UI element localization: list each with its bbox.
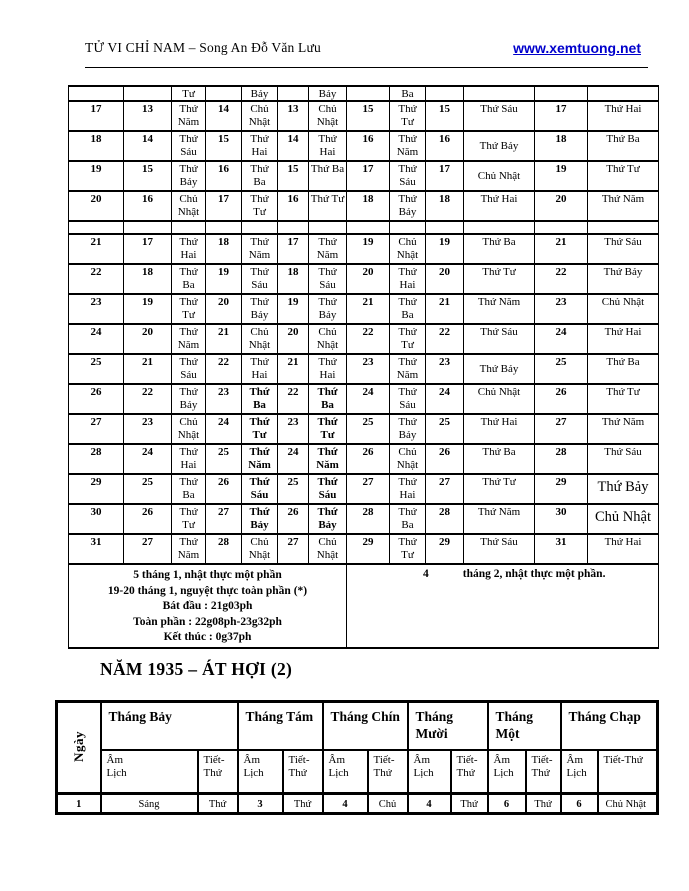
calendar-cell [278,86,309,101]
calendar-cell: Thứ Hai [242,354,278,384]
calendar-cell: 17 [347,161,390,191]
calendar-row [69,161,659,191]
calendar-cell [278,221,309,234]
calendar-cell: Tư [172,86,206,101]
calendar-cell: Chủ Nhật [390,444,426,474]
calendar-cell: Thứ Bảy [309,294,347,324]
calendar-cell: Thứ Hai [464,414,535,444]
calendar-cell: Thứ Hai [390,474,426,504]
value-cell: 3 [238,794,283,814]
calendar-cell: Thứ Tư [464,264,535,294]
calendar-cell: 25 [347,414,390,444]
calendar-row [69,474,659,504]
calendar-spacer-row [69,221,659,234]
value-cell: 4 [323,794,368,814]
calendar-cell: Thứ Năm [464,294,535,324]
calendar-cell: 27 [535,414,588,444]
calendar-cell: Thứ Ba [309,161,347,191]
calendar-cell: 14 [206,101,242,131]
calendar-cell: Thứ Sáu [464,101,535,131]
eclipse-notes-left [69,564,347,648]
subheader-cell: Âm Lịch [408,750,451,794]
calendar-cell: 25 [69,354,124,384]
calendar-cell: Thứ Bảy [464,131,535,161]
calendar-cell: 22 [278,384,309,414]
month-header-row [57,702,658,750]
calendar-cell: Thứ Sáu [309,264,347,294]
calendar-cell [390,221,426,234]
calendar-cell: 24 [347,384,390,414]
month-header: Tháng Chín [323,702,408,750]
calendar-cell: Thứ Hai [588,101,659,131]
calendar-row [69,234,659,264]
calendar-cell [464,86,535,101]
calendar-cell: Chủ Nhật [588,294,659,324]
calendar-cell: 21 [278,354,309,384]
calendar-cell: 27 [206,504,242,534]
calendar-cell: 26 [69,384,124,414]
calendar-cell: Thứ Sáu [242,264,278,294]
calendar-cell: 23 [124,414,172,444]
calendar-cell: Thứ Bảy [390,414,426,444]
calendar-cell: 30 [69,504,124,534]
calendar-cell [426,86,464,101]
calendar-cell: 25 [278,474,309,504]
calendar-cell: 15 [206,131,242,161]
subheader-cell: Tiết-Thứ [526,750,561,794]
calendar-cell: Thứ Bảy [242,504,278,534]
calendar-cell: Thứ Năm [588,191,659,221]
calendar-notes-row [69,564,659,648]
eclipse-note-text: tháng 2, nhật thực một phần. [462,568,606,580]
calendar-cell: Thứ Ba [242,384,278,414]
calendar-cell [309,221,347,234]
calendar-cell: Thứ Ba [309,384,347,414]
calendar-cell: Thứ Năm [242,234,278,264]
calendar-cell [588,86,659,101]
calendar-cell: Chủ Nhật [242,101,278,131]
value-cell: 6 [561,794,598,814]
calendar-cell: Thứ Hai [309,354,347,384]
subheader-cell: Âm Lịch [238,750,283,794]
calendar-cell: Bảy [242,86,278,101]
calendar-cell: Thứ Hai [309,131,347,161]
calendar-cell: 22 [124,384,172,414]
calendar-cell: 20 [535,191,588,221]
calendar-cell: 18 [206,234,242,264]
calendar-cell: 20 [278,324,309,354]
calendar-cell: 27 [69,414,124,444]
calendar-cell: Thứ Hai [588,534,659,564]
calendar-row [69,131,659,161]
calendar-cell: Thứ Tư [172,504,206,534]
calendar-cell: 26 [347,444,390,474]
calendar-cell: 28 [535,444,588,474]
calendar-cell: 27 [347,474,390,504]
subheader-row [57,750,658,794]
calendar-cell: Thứ Năm [390,131,426,161]
calendar-cell: 14 [124,131,172,161]
calendar-row [69,414,659,444]
calendar-cell: 29 [426,534,464,564]
calendar-cell: 19 [124,294,172,324]
eclipse-note-line: Kết thúc : 0g37ph [163,631,252,643]
calendar-cell: 23 [426,354,464,384]
eclipse-note-line: 19-20 tháng 1, nguyệt thực toàn phần (*) [107,584,308,597]
calendar-cell: 31 [69,534,124,564]
calendar-cell: 16 [124,191,172,221]
calendar-cell: 22 [206,354,242,384]
calendar-cell [69,86,124,101]
calendar-cell: Thứ Hai [588,324,659,354]
calendar-row [69,444,659,474]
subheader-cell: Âm Lịch [561,750,598,794]
calendar-cell: 15 [124,161,172,191]
calendar-cell: 21 [347,294,390,324]
calendar-cell: Thứ Tư [390,534,426,564]
calendar-cell: Thứ Sáu [588,444,659,474]
calendar-cell [347,86,390,101]
calendar-cell: 15 [278,161,309,191]
month-header: Tháng Bảy [101,702,238,750]
calendar-cell: Chủ Nhật [172,191,206,221]
calendar-cell: Thứ Sáu [464,324,535,354]
calendar-cell: 27 [278,534,309,564]
value-cell: Chủ [368,794,408,814]
eclipse-note-line: 5 tháng 1, nhật thực một phần [133,569,282,581]
section-title: NĂM 1935 – ÁT HỢI (2) [100,659,293,679]
eclipse-note-line: Bát đầu : 21g03ph [162,600,253,612]
month-header: Tháng Một [488,702,561,750]
calendar-cell: 24 [278,444,309,474]
calendar-cell: Thứ Năm [390,354,426,384]
calendar-cell: 26 [206,474,242,504]
calendar-cell: Chủ Nhật [172,414,206,444]
calendar-cell [535,221,588,234]
calendar-cell [588,221,659,234]
calendar-cell: 28 [69,444,124,474]
value-cell: Thứ [198,794,238,814]
calendar-cell: Thứ Năm [172,324,206,354]
calendar-cell: 18 [347,191,390,221]
calendar-cell: 29 [535,474,588,504]
subheader-cell: Tiết-Thứ [283,750,323,794]
calendar-cell: 13 [124,101,172,131]
calendar-cell: 24 [124,444,172,474]
calendar-cell: 19 [206,264,242,294]
subheader-cell: Tiết-Thứ [598,750,658,794]
calendar-cell: 29 [69,474,124,504]
calendar-cell: Thứ Hai [172,444,206,474]
calendar-cell: Thứ Năm [172,534,206,564]
value-cell: Thứ [526,794,561,814]
calendar-cell: Thứ Sáu [172,131,206,161]
calendar-row [69,294,659,324]
calendar-cell: 17 [206,191,242,221]
calendar-cell: Thứ Ba [588,131,659,161]
calendar-cell: Thứ Tư [464,474,535,504]
year-table-row [57,794,658,814]
calendar-cell [206,221,242,234]
calendar-cell: 18 [426,191,464,221]
calendar-cell: Thứ Ba [242,161,278,191]
eclipse-note-line: Toàn phần : 22g08ph-23g32ph [133,615,282,628]
calendar-cell: Chủ Nhật [309,324,347,354]
calendar-cell: Thứ Tư [242,414,278,444]
month-header: Tháng Tám [238,702,323,750]
calendar-cell: 25 [535,354,588,384]
calendar-row [69,324,659,354]
calendar-cell: Thứ Bảy [172,384,206,414]
calendar-table [68,85,659,649]
calendar-cell [347,221,390,234]
calendar-cell [124,221,172,234]
calendar-cell: 23 [278,414,309,444]
calendar-cell: Thứ Bảy [309,504,347,534]
subheader-cell: Tiết-Thứ [451,750,488,794]
calendar-cell: 20 [124,324,172,354]
calendar-cell: 22 [535,264,588,294]
calendar-cell: Chủ Nhật [464,161,535,191]
calendar-row [69,101,659,131]
calendar-cell: 17 [278,234,309,264]
calendar-cell: 21 [535,234,588,264]
calendar-cell: Thứ Sáu [390,161,426,191]
calendar-cell: Thứ Tư [172,294,206,324]
calendar-cell: 25 [426,414,464,444]
calendar-cell: Thứ Năm [464,504,535,534]
calendar-row [69,534,659,564]
calendar-cell: 16 [347,131,390,161]
calendar-cell: Thứ Năm [242,444,278,474]
calendar-cell: Thứ Tư [242,191,278,221]
calendar-cell: 17 [535,101,588,131]
calendar-cell: 25 [124,474,172,504]
calendar-cell: 29 [347,534,390,564]
calendar-cell: Thứ Ba [172,474,206,504]
subheader-cell: Âm Lịch [323,750,368,794]
calendar-cell: 31 [535,534,588,564]
calendar-cell: 28 [347,504,390,534]
calendar-cell: Thứ Sáu [242,474,278,504]
calendar-cell [242,221,278,234]
calendar-cell: 27 [426,474,464,504]
calendar-row [69,191,659,221]
calendar-cell: 22 [347,324,390,354]
calendar-cell: 28 [426,504,464,534]
calendar-row [69,384,659,414]
calendar-cell: 18 [535,131,588,161]
calendar-cell: Thứ Tư [588,161,659,191]
calendar-cell: 13 [278,101,309,131]
calendar-cell: 30 [535,504,588,534]
calendar-cell: 21 [124,354,172,384]
calendar-cell: 17 [124,234,172,264]
calendar-cell: Bảy [309,86,347,101]
calendar-cell: 23 [69,294,124,324]
calendar-cell: Chủ Nhật [242,324,278,354]
calendar-cell [172,221,206,234]
calendar-partial-row [69,86,659,101]
calendar-cell: Thứ Sáu [390,384,426,414]
calendar-cell [69,221,124,234]
calendar-cell: Chủ Nhật [464,384,535,414]
calendar-cell: Thứ Ba [390,504,426,534]
calendar-cell: Thứ Bảy [588,474,659,504]
calendar-cell: 28 [206,534,242,564]
subheader-cell: Âm Lịch [488,750,526,794]
calendar-cell: 26 [426,444,464,474]
calendar-cell: 27 [124,534,172,564]
calendar-row [69,354,659,384]
calendar-cell [464,221,535,234]
calendar-cell: Thứ Hai [242,131,278,161]
calendar-cell: 15 [347,101,390,131]
calendar-cell: Chủ Nhật [309,101,347,131]
month-header: Tháng Mười [408,702,488,750]
calendar-cell: Thứ Sáu [464,534,535,564]
calendar-cell: Thứ Sáu [309,474,347,504]
year-months-table [55,700,659,815]
month-header: Tháng Chạp [561,702,658,750]
calendar-cell: 21 [426,294,464,324]
calendar-cell: Thứ Bảy [242,294,278,324]
calendar-cell: 19 [426,234,464,264]
calendar-cell: 16 [206,161,242,191]
calendar-cell: Thứ Bảy [390,191,426,221]
calendar-cell: 26 [124,504,172,534]
calendar-row [69,264,659,294]
calendar-cell [426,221,464,234]
calendar-cell: 18 [278,264,309,294]
calendar-cell: Thứ Hai [172,234,206,264]
calendar-cell: Thứ Tư [309,191,347,221]
value-cell: Thứ [283,794,323,814]
calendar-cell: 18 [124,264,172,294]
calendar-cell: Thứ Sáu [588,234,659,264]
calendar-cell: Thứ Bảy [588,264,659,294]
calendar-cell: 24 [535,324,588,354]
calendar-cell: Thứ Ba [464,444,535,474]
calendar-cell: 22 [426,324,464,354]
day-cell: 1 [57,794,101,814]
calendar-cell: 14 [278,131,309,161]
calendar-row [69,504,659,534]
calendar-cell: Thứ Tư [588,384,659,414]
eclipse-note-day: 4 [423,568,429,580]
page-title: TỬ VI CHỈ NAM – Song An Đỗ Văn Lưu [85,40,321,55]
value-cell: 6 [488,794,526,814]
calendar-cell: 24 [426,384,464,414]
calendar-cell: 16 [278,191,309,221]
subheader-cell: Tiết-Thứ [368,750,408,794]
calendar-cell: 17 [426,161,464,191]
calendar-cell: Thứ Tư [309,414,347,444]
calendar-cell: 22 [69,264,124,294]
calendar-cell: 20 [206,294,242,324]
calendar-cell: 19 [69,161,124,191]
value-cell: Chủ Nhật [598,794,658,814]
calendar-cell: Thứ Ba [464,234,535,264]
calendar-cell: 26 [535,384,588,414]
calendar-cell: 20 [347,264,390,294]
calendar-cell: 24 [69,324,124,354]
calendar-cell: 19 [535,161,588,191]
calendar-cell: 19 [278,294,309,324]
calendar-cell: Thứ Bảy [464,354,535,384]
calendar-cell: Thứ Năm [172,101,206,131]
calendar-cell: Thứ Hai [464,191,535,221]
calendar-cell: 26 [278,504,309,534]
calendar-cell: Thứ Sáu [172,354,206,384]
calendar-cell: 19 [347,234,390,264]
calendar-cell: 16 [426,131,464,161]
calendar-cell: Chủ Nhật [242,534,278,564]
calendar-cell: Thứ Năm [309,234,347,264]
header-divider [85,67,648,68]
calendar-cell: Thứ Tư [390,101,426,131]
calendar-cell: Thứ Ba [172,264,206,294]
subheader-cell: Tiết-Thứ [198,750,238,794]
calendar-cell [206,86,242,101]
calendar-cell: 20 [69,191,124,221]
calendar-cell [535,86,588,101]
calendar-cell: Thứ Bảy [172,161,206,191]
day-column-header [57,702,101,794]
calendar-cell: Thứ Tư [390,324,426,354]
calendar-cell: 23 [535,294,588,324]
calendar-cell: 17 [69,101,124,131]
calendar-cell: 25 [206,444,242,474]
calendar-cell: Thứ Năm [309,444,347,474]
calendar-cell: Thứ Năm [588,414,659,444]
calendar-cell: 18 [69,131,124,161]
calendar-cell: 23 [206,384,242,414]
calendar-cell: 23 [347,354,390,384]
value-cell: Sáng [101,794,198,814]
calendar-cell [124,86,172,101]
value-cell: Thứ [451,794,488,814]
calendar-cell: 21 [206,324,242,354]
calendar-cell: 15 [426,101,464,131]
calendar-cell: Ba [390,86,426,101]
subheader-cell: Âm Lịch [101,750,198,794]
calendar-cell: 24 [206,414,242,444]
calendar-cell: Chủ Nhật [588,504,659,534]
calendar-cell: Chủ Nhật [309,534,347,564]
calendar-cell: 21 [69,234,124,264]
value-cell: 4 [408,794,451,814]
calendar-cell: 20 [426,264,464,294]
calendar-cell: Thứ Hai [390,264,426,294]
day-column-label: Ngày [71,731,87,762]
calendar-cell: Thứ Ba [588,354,659,384]
calendar-cell: Chủ Nhật [390,234,426,264]
eclipse-notes-right [347,564,659,648]
calendar-cell: Thứ Ba [390,294,426,324]
website-link[interactable]: www.xemtuong.net [513,40,641,56]
